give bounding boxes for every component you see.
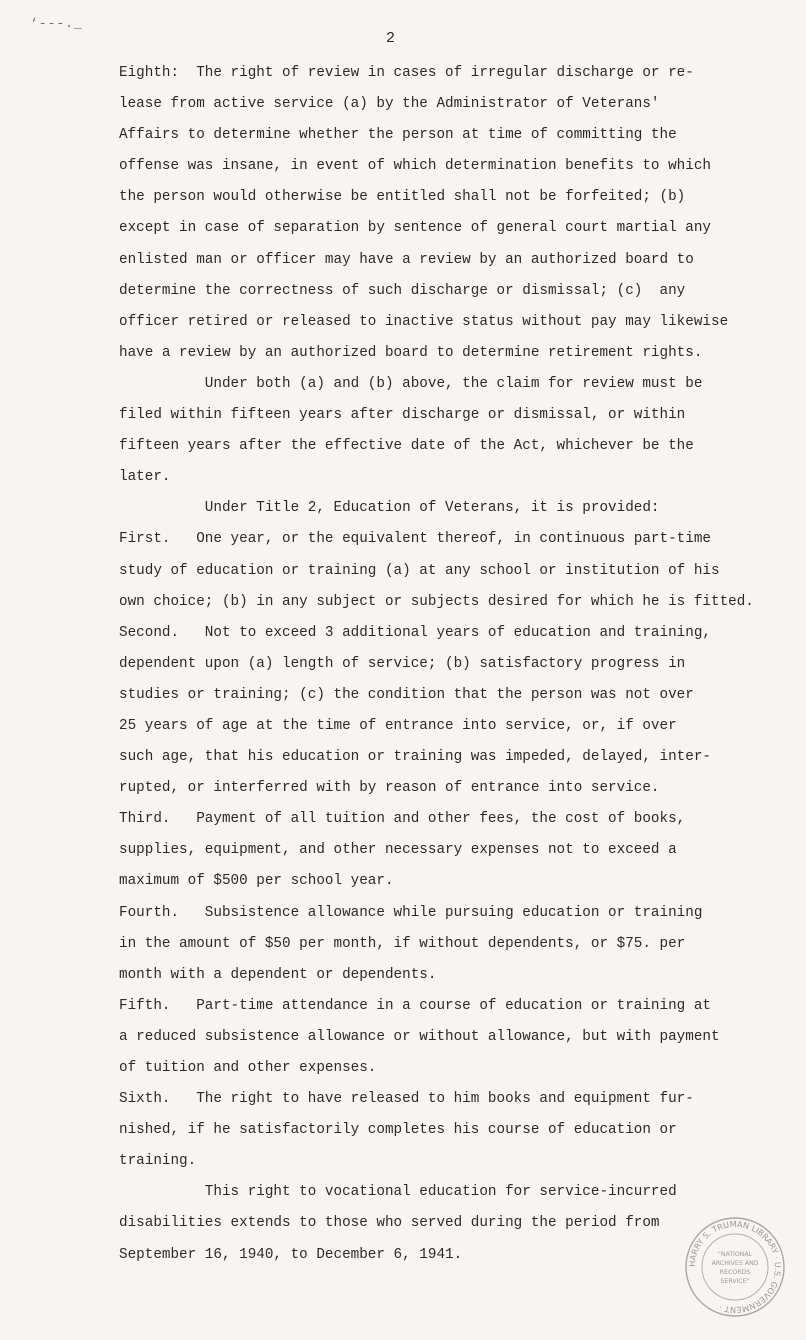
text-line: the person would otherwise be entitled shall not be forfeited; (b) xyxy=(119,189,686,206)
text-line: in the amount of $50 per month, if without dependents, or $75. per xyxy=(119,935,686,952)
stamp-ring-text: HARRY S. TRUMAN LIBRARY · U.S. GOVERNMENT · xyxy=(686,1218,784,1316)
corner-mark: ‘---._ xyxy=(30,16,83,31)
stamp-center-line: SERVICE" xyxy=(720,1278,750,1285)
text-line: officer retired or released to inactive status without pay may likewise xyxy=(119,313,729,330)
text-line: First. One year, or the equivalent thereof, in continuous part-time xyxy=(119,531,711,548)
text-line: Under Title 2, Education of Veterans, it is provided: xyxy=(119,500,660,517)
text-line: nished, if he satisfactorily completes his course of education or xyxy=(119,1122,677,1139)
text-line: a reduced subsistence allowance or without allowance, but with payment xyxy=(119,1028,720,1045)
text-line: except in case of separation by sentence of general court martial any xyxy=(119,220,711,237)
text-line: own choice; (b) in any subject or subjects desired for which he is fitted. xyxy=(119,593,754,610)
text-line: Third. Payment of all tuition and other fees, the cost of books, xyxy=(119,811,686,828)
text-line: of tuition and other expenses. xyxy=(119,1060,377,1076)
text-line: determine the correctness of such discharge or dismissal; (c) any xyxy=(119,282,686,299)
text-line: have a review by an authorized board to determine retirement rights. xyxy=(119,344,703,361)
stamp-center-line: "NATIONAL xyxy=(717,1251,753,1258)
text-line: Affairs to determine whether the person at time of committing the xyxy=(119,127,677,144)
archive-stamp xyxy=(684,1216,786,1318)
text-line: This right to vocational education for service-incurred xyxy=(119,1184,677,1201)
text-line: rupted, or interferred with by reason of entrance into service. xyxy=(119,780,660,797)
text-line: Second. Not to exceed 3 additional years of education and training, xyxy=(119,624,711,641)
text-line: disabilities extends to those who served during the period from xyxy=(119,1215,660,1232)
text-line: training. xyxy=(119,1153,197,1170)
text-line: maximum of $500 per school year. xyxy=(119,873,394,890)
text-line: dependent upon (a) length of service; (b) satisfactory progress in xyxy=(119,655,686,672)
stamp-center-line: RECORDS xyxy=(719,1269,751,1276)
stamp-center-line: ARCHIVES AND xyxy=(711,1260,759,1267)
text-line: Under both (a) and (b) above, the claim for review must be xyxy=(119,375,703,392)
text-line: September 16, 1940, to December 6, 1941. xyxy=(119,1246,463,1263)
text-line: fifteen years after the effective date of the Act, whichever be the xyxy=(119,438,694,455)
text-line: supplies, equipment, and other necessary expenses not to exceed a xyxy=(119,842,677,859)
text-line: study of education or training (a) at any school or institution of his xyxy=(119,562,720,579)
text-line: month with a dependent or dependents. xyxy=(119,966,437,983)
text-line: later. xyxy=(119,469,171,486)
text-line: Eighth: The right of review in cases of irregular discharge or re- xyxy=(119,65,694,81)
text-line: filed within fifteen years after discharge or dismissal, or within xyxy=(119,407,686,424)
text-line: Fifth. Part-time attendance in a course of education or training at xyxy=(119,997,711,1014)
text-line: such age, that his education or training was impeded, delayed, inter- xyxy=(119,749,711,766)
text-line: Fourth. Subsistence allowance while pursuing education or training xyxy=(119,904,703,921)
page-number: 2 xyxy=(386,30,396,47)
text-line: enlisted man or officer may have a review by an authorized board to xyxy=(119,251,694,268)
text-line: lease from active service (a) by the Administrator of Veterans' xyxy=(119,96,660,113)
stamp-inner-ring xyxy=(702,1234,768,1300)
text-line: 25 years of age at the time of entrance into service, or, if over xyxy=(119,717,677,734)
stamp-outer-ring xyxy=(686,1218,784,1316)
text-line: studies or training; (c) the condition that the person was not over xyxy=(119,686,694,703)
text-line: offense was insane, in event of which determination benefits to which xyxy=(119,158,711,175)
text-line: Sixth. The right to have released to him books and equipment fur- xyxy=(119,1091,694,1108)
